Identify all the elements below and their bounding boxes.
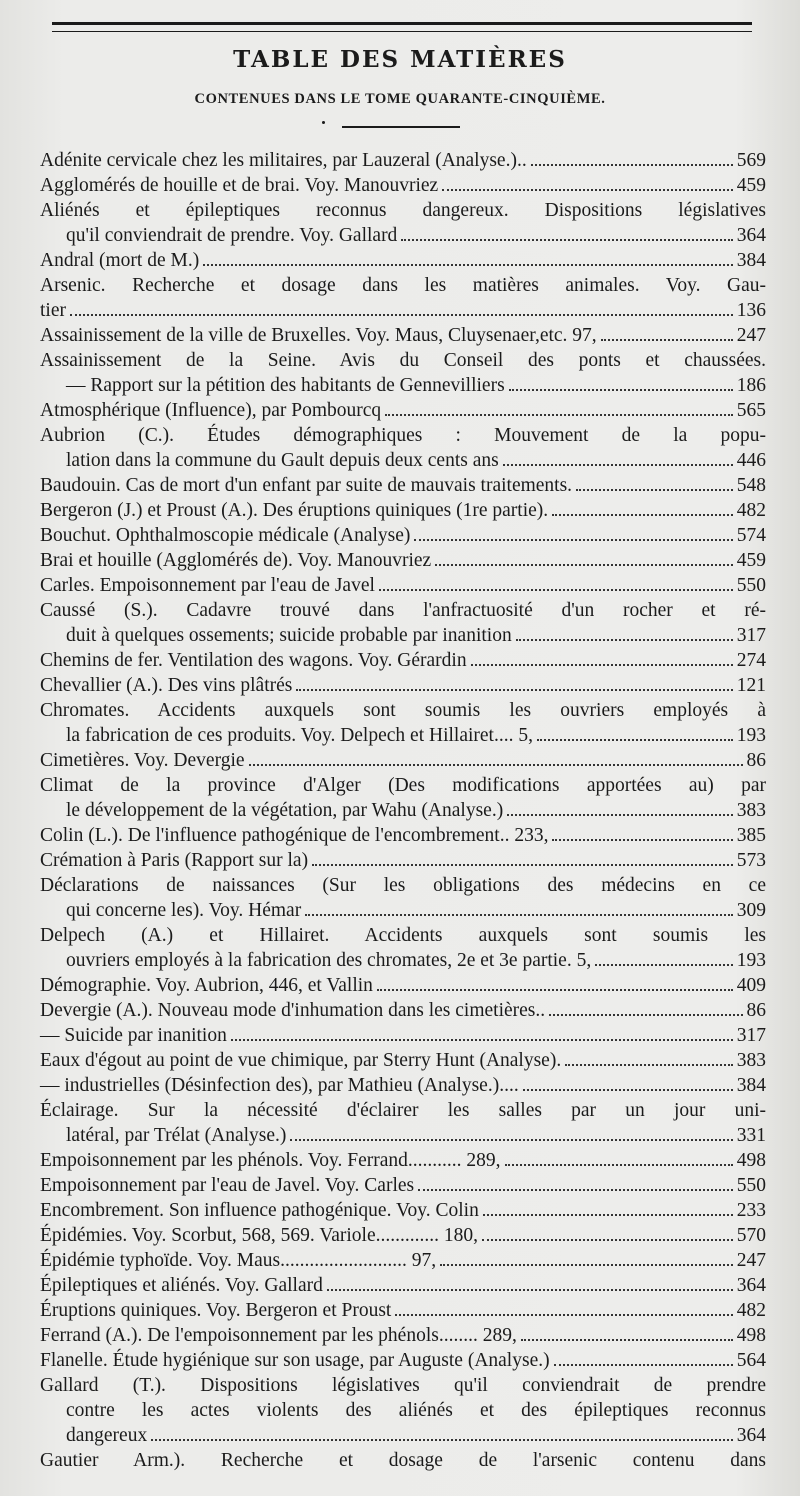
toc-entry [40, 898, 766, 923]
toc-entry-text: Épidémies. Voy. Scorbut, 568, 569. Variole............. 180, [40, 1225, 479, 1246]
toc-entry [40, 673, 766, 698]
toc-page-number: 193 [736, 725, 766, 746]
toc-page-number: 136 [736, 300, 766, 321]
toc-entry [40, 1323, 766, 1348]
toc-entry [40, 148, 766, 173]
dot-leader [249, 764, 743, 766]
toc-entry [40, 1423, 766, 1448]
dot-leader [231, 1039, 733, 1041]
toc-entry-text: duit à quelques ossements; suicide probable par inanition [66, 625, 512, 646]
toc-page-number: 121 [736, 675, 766, 696]
dot-leader [440, 1264, 733, 1266]
toc-entry-text: Flanelle. Étude hygiénique sur son usage, par Auguste (Analyse.) [40, 1350, 550, 1371]
toc-entry-text: Crémation à Paris (Rapport sur la) [40, 850, 309, 871]
toc-entry-text: Éruptions quiniques. Voy. Bergeron et Proust [40, 1300, 392, 1321]
toc-entry [40, 1273, 766, 1298]
toc-entry [40, 1348, 766, 1373]
toc-entry-text: Climat de la province d'Alger (Des modifications apportées au) par [40, 775, 766, 796]
toc-page-number: 570 [736, 1225, 766, 1246]
toc-entry [40, 273, 766, 298]
toc-page-number: 384 [736, 1075, 766, 1096]
toc-page-number: 459 [736, 550, 766, 571]
toc-entry [40, 723, 766, 748]
toc-page-number: 86 [746, 750, 766, 771]
dot-leader [312, 864, 733, 866]
toc-page-number: 233 [736, 1200, 766, 1221]
toc-entry [40, 323, 766, 348]
toc-entry-text: Baudouin. Cas de mort d'un enfant par suite de mauvais traitements. [40, 475, 573, 496]
toc-entry [40, 223, 766, 248]
toc-entry-text: Devergie (A.). Nouveau mode d'inhumation dans les cimetières.. [40, 1000, 546, 1021]
toc-entry [40, 598, 766, 623]
title-divider [342, 126, 460, 128]
toc-entry [40, 448, 766, 473]
toc-entry [40, 498, 766, 523]
toc-entry-text: Aubrion (C.). Études démographiques : Mouvement de la popu- [40, 425, 766, 446]
dot-leader [576, 489, 733, 491]
toc-entry [40, 548, 766, 573]
page-subtitle: CONTENUES DANS LE TOME QUARANTE-CINQUIÈME. [194, 91, 606, 107]
top-rule-thin [52, 31, 752, 32]
dot-leader [70, 314, 733, 316]
toc-entry [40, 1173, 766, 1198]
toc-page-number: 86 [746, 1000, 766, 1021]
toc-entry-text: dangereux [66, 1425, 148, 1446]
toc-entry [40, 1123, 766, 1148]
toc-entry [40, 1048, 766, 1073]
dot-leader [377, 989, 733, 991]
dot-leader [151, 1439, 733, 1441]
toc-entry [40, 973, 766, 998]
toc-entry [40, 473, 766, 498]
dot-leader [601, 339, 733, 341]
toc-page-number: 331 [736, 1125, 766, 1146]
dot-leader [418, 1189, 733, 1191]
dot-leader [290, 1139, 732, 1141]
toc-entry-text: Chemins de fer. Ventilation des wagons. Voy. Gérardin [40, 650, 467, 671]
toc-entry-text: Épidémie typhoïde. Voy. Maus.......................... 97, [40, 1250, 437, 1271]
toc-page-number: 274 [736, 650, 766, 671]
toc-page-number: 317 [736, 1025, 766, 1046]
toc-entry [40, 1248, 766, 1273]
toc-page-number: 498 [736, 1325, 766, 1346]
ornament-dot [322, 121, 325, 124]
dot-leader [296, 689, 732, 691]
toc-page-number: 309 [736, 900, 766, 921]
toc-page-number: 409 [736, 975, 766, 996]
dot-leader [565, 1064, 733, 1066]
toc-entry-text: Eaux d'égout au point de vue chimique, par Sterry Hunt (Analyse). [40, 1050, 562, 1071]
toc-entry-text: Carles. Empoisonnement par l'eau de Javel [40, 575, 375, 596]
toc-entry-text: Atmosphérique (Influence), par Pombourcq [40, 400, 382, 421]
toc-page-number: 317 [736, 625, 766, 646]
toc-page-number: 247 [736, 325, 766, 346]
toc-entry-text: — industrielles (Désinfection des), par Mathieu (Analyse.).... [40, 1075, 519, 1096]
toc-entry-text: Agglomérés de houille et de brai. Voy. Manouvriez [40, 175, 439, 196]
dot-leader [414, 539, 732, 541]
toc-page-number: 574 [736, 525, 766, 546]
toc-page-number: 550 [736, 575, 766, 596]
top-rule-thick [52, 22, 752, 25]
toc-entry [40, 1298, 766, 1323]
toc-entry [40, 248, 766, 273]
toc-page-number: 564 [736, 1350, 766, 1371]
dot-leader [505, 1164, 733, 1166]
toc-entry [40, 1198, 766, 1223]
toc-entry [40, 1223, 766, 1248]
toc-page-number: 548 [736, 475, 766, 496]
dot-leader [401, 239, 732, 241]
toc-entry-text: Déclarations de naissances (Sur les obligations des médecins en ce [40, 875, 766, 896]
dot-leader [503, 464, 733, 466]
dot-leader [395, 1314, 732, 1316]
toc-entry [40, 573, 766, 598]
dot-leader [435, 564, 733, 566]
toc-page-number: 550 [736, 1175, 766, 1196]
toc-entry-text: Brai et houille (Agglomérés de). Voy. Manouvriez [40, 550, 432, 571]
dot-leader [327, 1289, 733, 1291]
dot-leader [531, 164, 733, 166]
toc-entry [40, 398, 766, 423]
toc-entry-text: Bouchut. Ophthalmoscopie médicale (Analyse) [40, 525, 411, 546]
toc-entry [40, 998, 766, 1023]
toc-entry-text: Démographie. Voy. Aubrion, 446, et Vallin [40, 975, 373, 996]
toc-page-number: 446 [736, 450, 766, 471]
toc-entry [40, 848, 766, 873]
toc-entry [40, 823, 766, 848]
toc-entry [40, 948, 766, 973]
toc-entry [40, 1023, 766, 1048]
toc-entry-text: Empoisonnement par l'eau de Javel. Voy. Carles [40, 1175, 415, 1196]
toc-entry [40, 423, 766, 448]
toc-entry [40, 798, 766, 823]
toc-entry-text: le développement de la végétation, par Wahu (Analyse.) [66, 800, 504, 821]
toc-entry [40, 1148, 766, 1173]
dot-leader [305, 914, 733, 916]
dot-leader [482, 1239, 733, 1241]
toc-entry-text: Épileptiques et aliénés. Voy. Gallard [40, 1275, 323, 1296]
toc-page-number: 565 [736, 400, 766, 421]
toc-entry-text: Éclairage. Sur la nécessité d'éclairer les salles par un jour uni- [40, 1100, 766, 1121]
table-of-contents [40, 148, 766, 1473]
toc-page-number: 482 [736, 500, 766, 521]
toc-entry-text: qui concerne les). Voy. Hémar [66, 900, 302, 921]
toc-page-number: 498 [736, 1150, 766, 1171]
dot-leader [595, 964, 733, 966]
toc-page-number: 482 [736, 1300, 766, 1321]
toc-entry-text: Ferrand (A.). De l'empoisonnement par les phénols........ 289, [40, 1325, 517, 1346]
toc-entry-text: Gallard (T.). Dispositions législatives qu'il conviendrait de prendre [40, 1375, 766, 1396]
dot-leader [516, 639, 733, 641]
toc-entry-text: qu'il conviendrait de prendre. Voy. Gallard [66, 225, 398, 246]
toc-entry-text: Assainissement de la Seine. Avis du Conseil des ponts et chaussées. [40, 350, 766, 371]
toc-page-number: 569 [736, 150, 766, 171]
toc-page-number: 247 [736, 1250, 766, 1271]
toc-page-number: 383 [736, 800, 766, 821]
page-title: TABLE DES MATIÈRES [233, 46, 567, 73]
toc-entry-text: Gautier Arm.). Recherche et dosage de l'arsenic contenu dans [40, 1450, 766, 1471]
dot-leader [509, 389, 733, 391]
toc-entry [40, 1373, 766, 1398]
toc-entry [40, 623, 766, 648]
toc-entry [40, 173, 766, 198]
dot-leader [471, 664, 733, 666]
toc-entry-text: Empoisonnement par les phénols. Voy. Ferrand........... 289, [40, 1150, 501, 1171]
dot-leader [385, 414, 733, 416]
dot-leader [379, 589, 733, 591]
toc-entry [40, 523, 766, 548]
toc-page-number: 383 [736, 1050, 766, 1071]
dot-leader [442, 189, 733, 191]
toc-entry [40, 1098, 766, 1123]
toc-entry-text: ouvriers employés à la fabrication des chromates, 2e et 3e partie. 5, [66, 950, 592, 971]
toc-entry-text: Assainissement de la ville de Bruxelles. Voy. Maus, Cluysenaer,etc. 97, [40, 325, 597, 346]
dot-leader [549, 1014, 742, 1016]
toc-entry [40, 648, 766, 673]
toc-entry [40, 1073, 766, 1098]
toc-entry [40, 873, 766, 898]
toc-page-number: 573 [736, 850, 766, 871]
toc-entry [40, 748, 766, 773]
dot-leader [203, 264, 733, 266]
toc-entry [40, 923, 766, 948]
toc-entry-text: Chevallier (A.). Des vins plâtrés [40, 675, 293, 696]
toc-page-number: 364 [736, 225, 766, 246]
dot-leader [507, 814, 733, 816]
toc-entry [40, 373, 766, 398]
toc-entry-text: tier [40, 300, 66, 321]
toc-entry-text: Encombrement. Son influence pathogénique. Voy. Colin [40, 1200, 479, 1221]
toc-entry [40, 198, 766, 223]
toc-entry [40, 1398, 766, 1423]
toc-entry-text: Delpech (A.) et Hillairet. Accidents auxquels sont soumis les [40, 925, 766, 946]
toc-entry-text: Andral (mort de M.) [40, 250, 200, 271]
toc-page-number: 384 [736, 250, 766, 271]
toc-entry [40, 1448, 766, 1473]
dot-leader [552, 839, 732, 841]
toc-entry-text: Bergeron (J.) et Proust (A.). Des éruptions quiniques (1re partie). [40, 500, 549, 521]
toc-page-number: 186 [736, 375, 766, 396]
toc-entry-text: — Suicide par inanition [40, 1025, 227, 1046]
toc-entry-text: latéral, par Trélat (Analyse.) [66, 1125, 287, 1146]
toc-entry-text: — Rapport sur la pétition des habitants de Gennevilliers [66, 375, 505, 396]
dot-leader [537, 739, 733, 741]
toc-page-number: 459 [736, 175, 766, 196]
toc-entry-text: lation dans la commune du Gault depuis deux cents ans [66, 450, 499, 471]
dot-leader [552, 514, 733, 516]
dot-leader [554, 1364, 733, 1366]
toc-entry-text: Adénite cervicale chez les militaires, par Lauzeral (Analyse.).. [40, 150, 527, 171]
dot-leader [521, 1339, 733, 1341]
toc-entry-text: la fabrication de ces produits. Voy. Delpech et Hillairet.... 5, [66, 725, 533, 746]
toc-entry [40, 348, 766, 373]
toc-page-number: 364 [736, 1425, 766, 1446]
toc-entry [40, 698, 766, 723]
dot-leader [483, 1214, 733, 1216]
dot-leader [523, 1089, 733, 1091]
toc-page-number: 385 [736, 825, 766, 846]
toc-page-number: 193 [736, 950, 766, 971]
toc-entry [40, 298, 766, 323]
toc-entry-text: contre les actes violents des aliénés et des épileptiques reconnus [66, 1400, 766, 1421]
toc-entry [40, 773, 766, 798]
toc-entry-text: Chromates. Accidents auxquels sont soumis les ouvriers employés à [40, 700, 766, 721]
toc-entry-text: Aliénés et épileptiques reconnus dangereux. Dispositions législatives [40, 200, 766, 221]
toc-entry-text: Colin (L.). De l'influence pathogénique de l'encombrement.. 233, [40, 825, 549, 846]
toc-entry-text: Cimetières. Voy. Devergie [40, 750, 245, 771]
toc-entry-text: Caussé (S.). Cadavre trouvé dans l'anfractuosité d'un rocher et ré- [40, 600, 766, 621]
toc-page-number: 364 [736, 1275, 766, 1296]
toc-entry-text: Arsenic. Recherche et dosage dans les matières animales. Voy. Gau- [40, 275, 766, 296]
